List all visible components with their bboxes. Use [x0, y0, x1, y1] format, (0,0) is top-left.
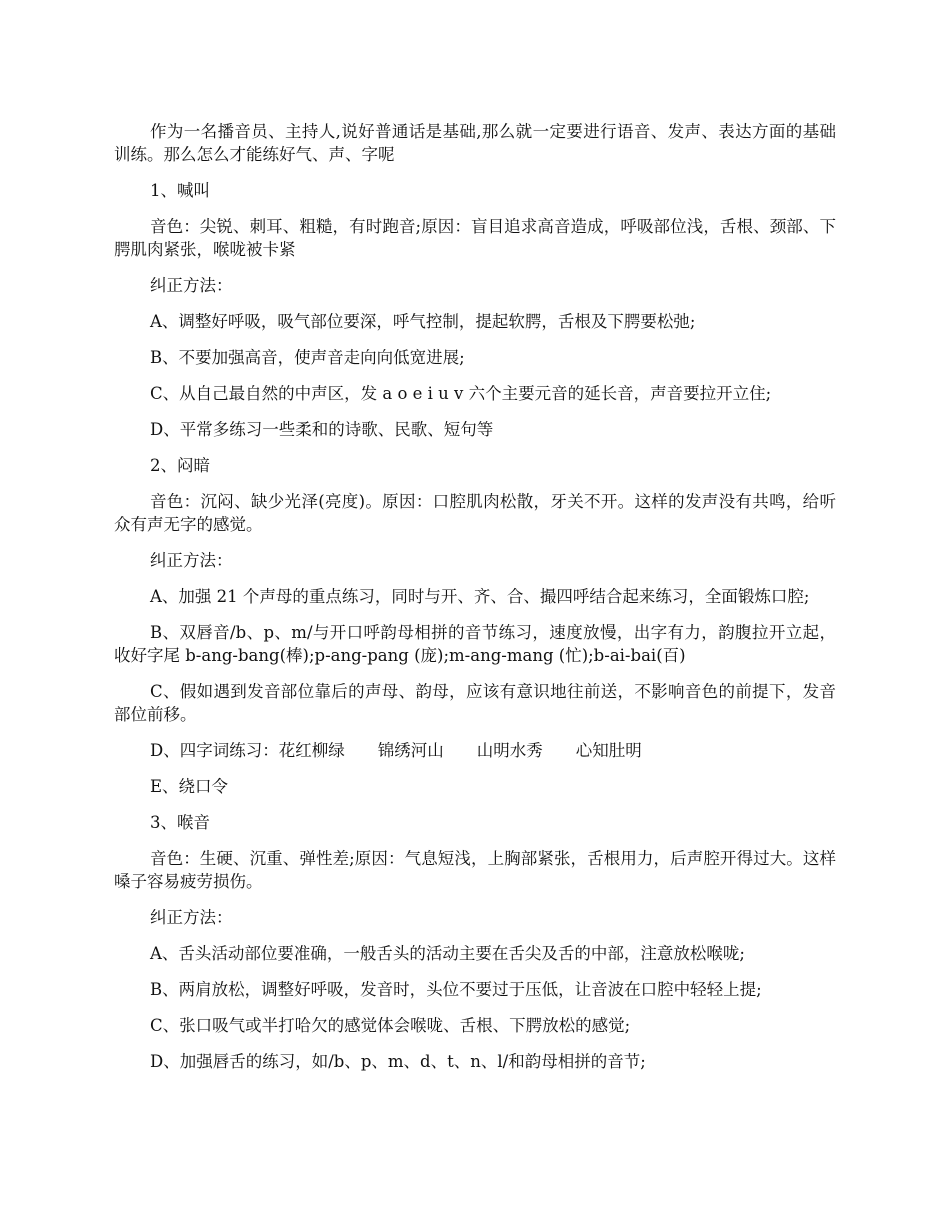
section-heading-shout: 1、喊叫 [150, 181, 210, 200]
paragraph-throat-timbre: 音色：生硬、沉重、弹性差;原因：气息短浅，上胸部紧张，舌根用力，后声腔开得过大。这样嗓子容易疲劳损伤。 [114, 849, 836, 891]
paragraph-shout-timbre: 音色：尖锐、刺耳、粗糙，有时跑音;原因：盲目追求高音造成，呼吸部位浅，舌根、颈部、下腭肌肉紧张，喉咙被卡紧 [114, 217, 836, 259]
list-item: D、平常多练习一些柔和的诗歌、民歌、短句等 [150, 420, 494, 439]
list-item: C、假如遇到发音部位靠后的声母、韵母，应该有意识地往前送，不影响音色的前提下，发音部位前移。 [114, 682, 836, 724]
correction-heading: 纠正方法： [150, 276, 233, 295]
list-item: B、不要加强高音，使声音走向向低宽进展; [150, 348, 465, 367]
list-item: A、调整好呼吸，吸气部位要深，呼气控制，提起软腭，舌根及下腭要松弛; [150, 312, 696, 331]
paragraph-muffled-timbre: 音色：沉闷、缺少光泽(亮度)。原因：口腔肌肉松散，牙关不开。这样的发声没有共鸣，给听众有声无字的感觉。 [114, 492, 836, 534]
section-heading-throat: 3、喉音 [150, 813, 210, 832]
document-body [114, 120, 836, 1086]
list-item: B、两肩放松，调整好呼吸，发音时，头位不要过于压低，让音波在口腔中轻轻上提; [150, 980, 762, 999]
list-item: B、双唇音/b、p、m/与开口呼韵母相拼的音节练习，速度放慢，出字有力，韵腹拉开立起，收好字尾 b-ang-bang(棒);p-ang-pang (庞);m-ang-mang (忙);b-ai-bai(百) [114, 623, 836, 665]
section-heading-muffled: 2、闷暗 [150, 456, 210, 475]
list-item: A、舌头活动部位要准确，一般舌头的活动主要在舌尖及舌的中部，注意放松喉咙; [150, 944, 745, 963]
intro-paragraph: 作为一名播音员、主持人,说好普通话是基础,那么就一定要进行语音、发声、表达方面的基础训练。那么怎么才能练好气、声、字呢 [114, 122, 836, 164]
list-item: A、加强 21 个声母的重点练习，同时与开、齐、合、撮四呼结合起来练习，全面锻炼口腔; [150, 587, 810, 606]
list-item: D、加强唇舌的练习，如/b、p、m、d、t、n、l/和韵母相拼的音节; [150, 1052, 646, 1071]
list-item: C、从自己最自然的中声区，发 a o e i u v 六个主要元音的延长音，声音要拉开立住; [150, 384, 772, 403]
correction-heading: 纠正方法： [150, 908, 233, 927]
list-item: C、张口吸气或半打哈欠的感觉体会喉咙、舌根、下腭放松的感觉; [150, 1016, 631, 1035]
correction-heading: 纠正方法： [150, 551, 233, 570]
list-item: D、四字词练习：花红柳绿 锦绣河山 山明水秀 心知肚明 [150, 741, 642, 760]
list-item: E、绕口令 [150, 777, 229, 796]
